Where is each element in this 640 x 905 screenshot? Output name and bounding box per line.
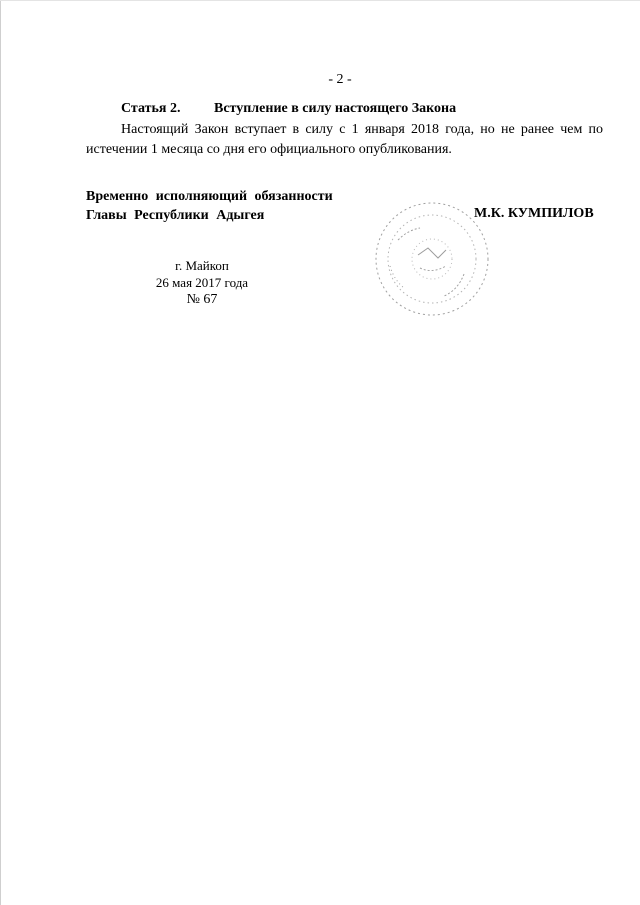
article-number: Статья 2. bbox=[121, 101, 181, 116]
signatory-position-line2: Главы Республики Адыгея bbox=[86, 208, 265, 223]
page-number: - 2 - bbox=[328, 72, 352, 87]
page-edge-top bbox=[0, 0, 640, 1]
signatory-position-line1: Временно исполняющий обязанности bbox=[86, 189, 333, 204]
article-text: Настоящий Закон вступает в силу с 1 января 2018 года, но не ранее чем по истечении 1 месяца со дня его официального опубликования. bbox=[86, 122, 603, 157]
page-edge-left bbox=[0, 0, 1, 905]
signatory-position bbox=[86, 187, 333, 225]
signatory-name: М.К. КУМПИЛОВ bbox=[474, 206, 594, 221]
law-number: № 67 bbox=[186, 292, 218, 307]
article-title: Вступление в силу настоящего Закона bbox=[214, 101, 457, 116]
article-heading bbox=[121, 101, 456, 117]
place-date-block bbox=[140, 257, 264, 308]
signing-date: 26 мая 2017 года bbox=[155, 275, 249, 290]
city: г. Майкоп bbox=[175, 258, 229, 273]
